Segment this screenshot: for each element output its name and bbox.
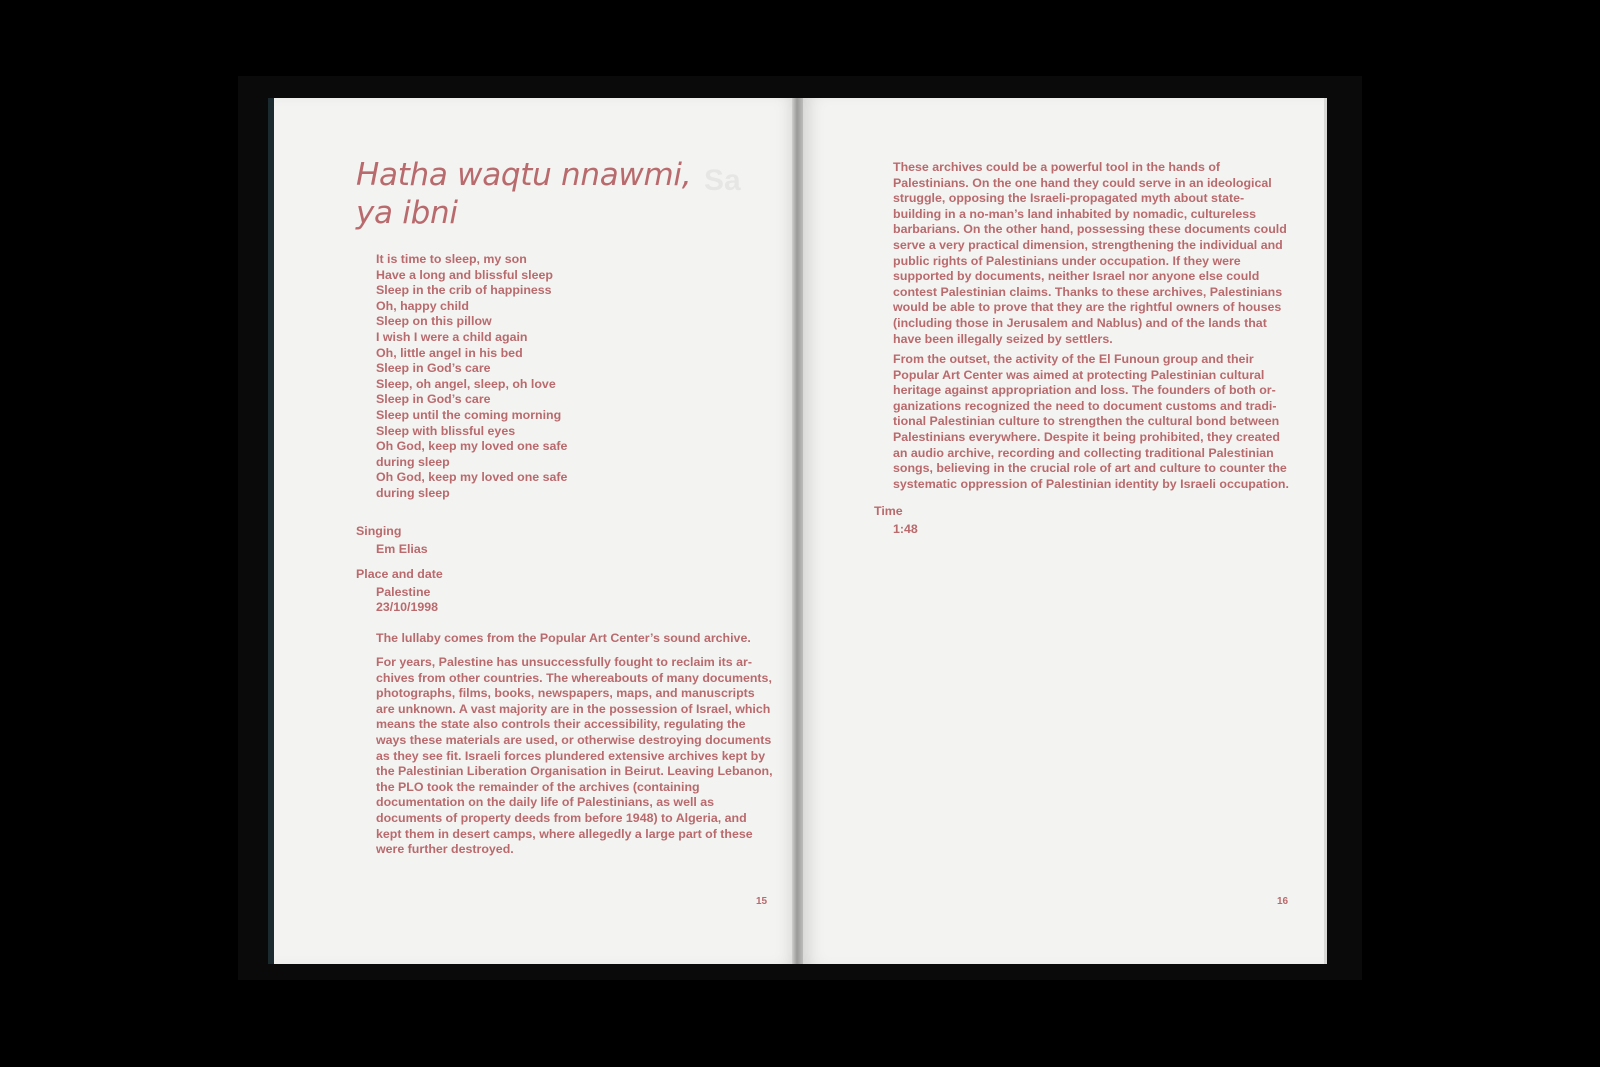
lyric-line: Sleep in the crib of happiness <box>376 283 552 298</box>
lyric-line: Sleep on this pillow <box>376 314 492 329</box>
title-line-1: Hatha waqtu nnawmi, <box>356 157 692 193</box>
paragraph-archives-history: For years, Palestine has unsuccessfully fought to reclaim its archives from other countries. The whereabouts of many documents, photographs, films, books, newspapers, maps, and manuscripts are unknown. A vast majority are in the possession of Israel, which means the state also controls their accessibility, regulating the ways these materials are used, or otherwise destroying documents as they see fit. Israeli forces plundered extensive archives kept by the Palestinian Liberation Organisation in Beirut. Leaving Lebanon, the PLO took the remainder of the archives (containing documentation on the daily life of Palestinians, as well as documents of property deeds from before 1948) to Algeria, and kept them in desert camps, where allegedly a large part of these were further destroyed. <box>376 655 773 857</box>
lyric-line: Sleep in God’s care <box>376 392 491 407</box>
time-value: 1:48 <box>893 522 918 536</box>
show-through-text: Sa <box>704 164 741 197</box>
lyric-line: Sleep in God’s care <box>376 361 491 376</box>
lyric-line: Sleep until the coming morning <box>376 407 562 422</box>
paragraph-archives-tool: These archives could be a powerful tool in the hands of Palestinians. On the one hand they could serve in an ideological struggle, opposing the Israeli-propagated myth about state-building in a no-man’s land inhabited by nomadic, cultureless barbarians. On the other hand, possessing these documents could serve a very practical dimension, strengthening the individual and public rights of Palestinians under occupation. If they were supported by documents, neither Israel nor anyone else could contest Palestinian claims. Thanks to these archives, Palestinians would be able to prove that they are the rightful owners of houses (including those in Jerusalem and Nablus) and of the lands that have been illegally seized by settlers. <box>893 160 1287 346</box>
lyric-line: Oh, little angel in his bed <box>376 345 523 360</box>
title-line-2: ya ibni <box>356 195 458 231</box>
place-value: Palestine <box>376 585 431 599</box>
singing-label: Singing <box>356 524 402 538</box>
right-page <box>803 98 1327 964</box>
lyric-line: I wish I were a child again <box>376 329 528 344</box>
paragraph-archive-source: The lullaby comes from the Popular Art Center’s sound archive. <box>376 631 751 645</box>
page-number-left: 15 <box>756 896 768 907</box>
date-value: 23/10/1998 <box>376 600 439 614</box>
lyric-line: Oh God, keep my loved one safe <box>376 470 568 485</box>
lyrics-list <box>376 252 567 502</box>
lyric-line: Oh God, keep my loved one safe <box>376 439 568 454</box>
book-gutter <box>792 98 803 964</box>
lyric-line: Sleep, oh angel, sleep, oh love <box>376 376 556 391</box>
paragraph-el-funoun: From the outset, the activity of the El Funoun group and their Popular Art Center was aimed at protecting Palestinian cultural heritage against appropriation and loss. The founders of both organizations recognized the need to document customs and traditional Palestinian culture to strengthen the cultural bond between Palestinians everywhere. Despite it being prohibited, they created an audio archive, recording and collecting traditional Palestinian songs, believing in the crucial role of art and culture to counter the systematic oppression of Palestinian identity by Israeli occupation. <box>893 352 1289 491</box>
lyric-line: during sleep <box>376 454 450 469</box>
place-date-label: Place and date <box>356 567 443 581</box>
lyric-line: during sleep <box>376 485 450 500</box>
left-page <box>268 98 798 964</box>
lyric-line: Sleep with blissful eyes <box>376 423 516 438</box>
page-title <box>356 156 691 232</box>
lyric-line: It is time to sleep, my son <box>376 252 527 266</box>
lyric-line: Have a long and blissful sleep <box>376 267 553 282</box>
lyric-line: Oh, happy child <box>376 298 469 313</box>
time-label: Time <box>874 504 903 518</box>
page-number-right: 16 <box>1277 896 1289 907</box>
singing-value: Em Elias <box>376 542 428 556</box>
